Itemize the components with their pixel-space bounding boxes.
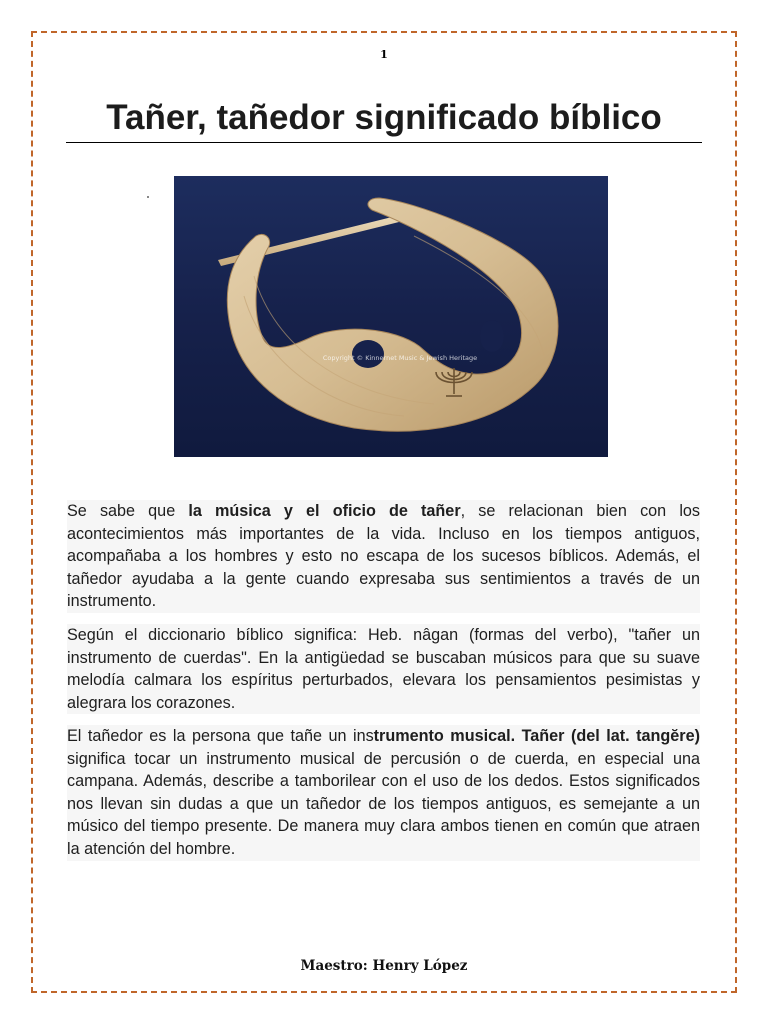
page-number: 1 [380,48,388,61]
paragraph-3-bold-2: Tañer (del lat. tangĕre) [521,727,700,745]
paragraph-1-prefix: Se sabe que [67,502,189,520]
signature: Maestro: Henry López [300,958,468,974]
page-title: Tañer, tañedor significado bíblico [106,98,662,137]
paragraph-2: Según el diccionario bíblico significa: Heb. nâgan (formas del verbo), "tañer un instrumento de cuerdas". En la antigüedad se buscaban músicos para que su suave melodía calmara los espíritus perturbados, elevara los pensamientos pesimistas y alegrara los corazones. [67,624,700,714]
paragraph-1 [67,500,700,613]
title-underline [66,142,702,143]
stray-dot [147,196,149,198]
paragraph-3-mid: . [510,727,522,745]
paragraph-3-prefix: El tañedor es la persona que tañe un ins [67,727,374,745]
paragraph-3-bold-1: trumento musical [373,727,511,745]
paragraph-3-suffix: significa tocar un instrumento musical de percusión o de cuerda, en especial una campana. Además, describe a tamborilear con el uso de los dedos. Estos significados nos llevan sin dudas a que un tañedor de los tiempos antiguos, es semejante a un músico del tiempo presente. De manera muy clara ambos tienen en común que atraen la atención del hombre. [67,749,700,858]
lyre-image [174,176,608,457]
watermark-text: Copyright © Kinnernet Music & Jewish Heritage [322,354,478,362]
paragraph-1-bold: la música y el oficio de tañer [188,502,461,520]
paragraph-3 [67,725,700,861]
paragraph-1-suffix: , se relacionan bien con los acontecimientos más importantes de la vida. Incluso en los tiempos antiguos, acompañaba a los hombres y esto no escapa de los sucesos bíblicos. Además, el tañedor ayudaba a la gente cuando expresaba sus sentimientos a través de un instrumento. [67,502,701,611]
